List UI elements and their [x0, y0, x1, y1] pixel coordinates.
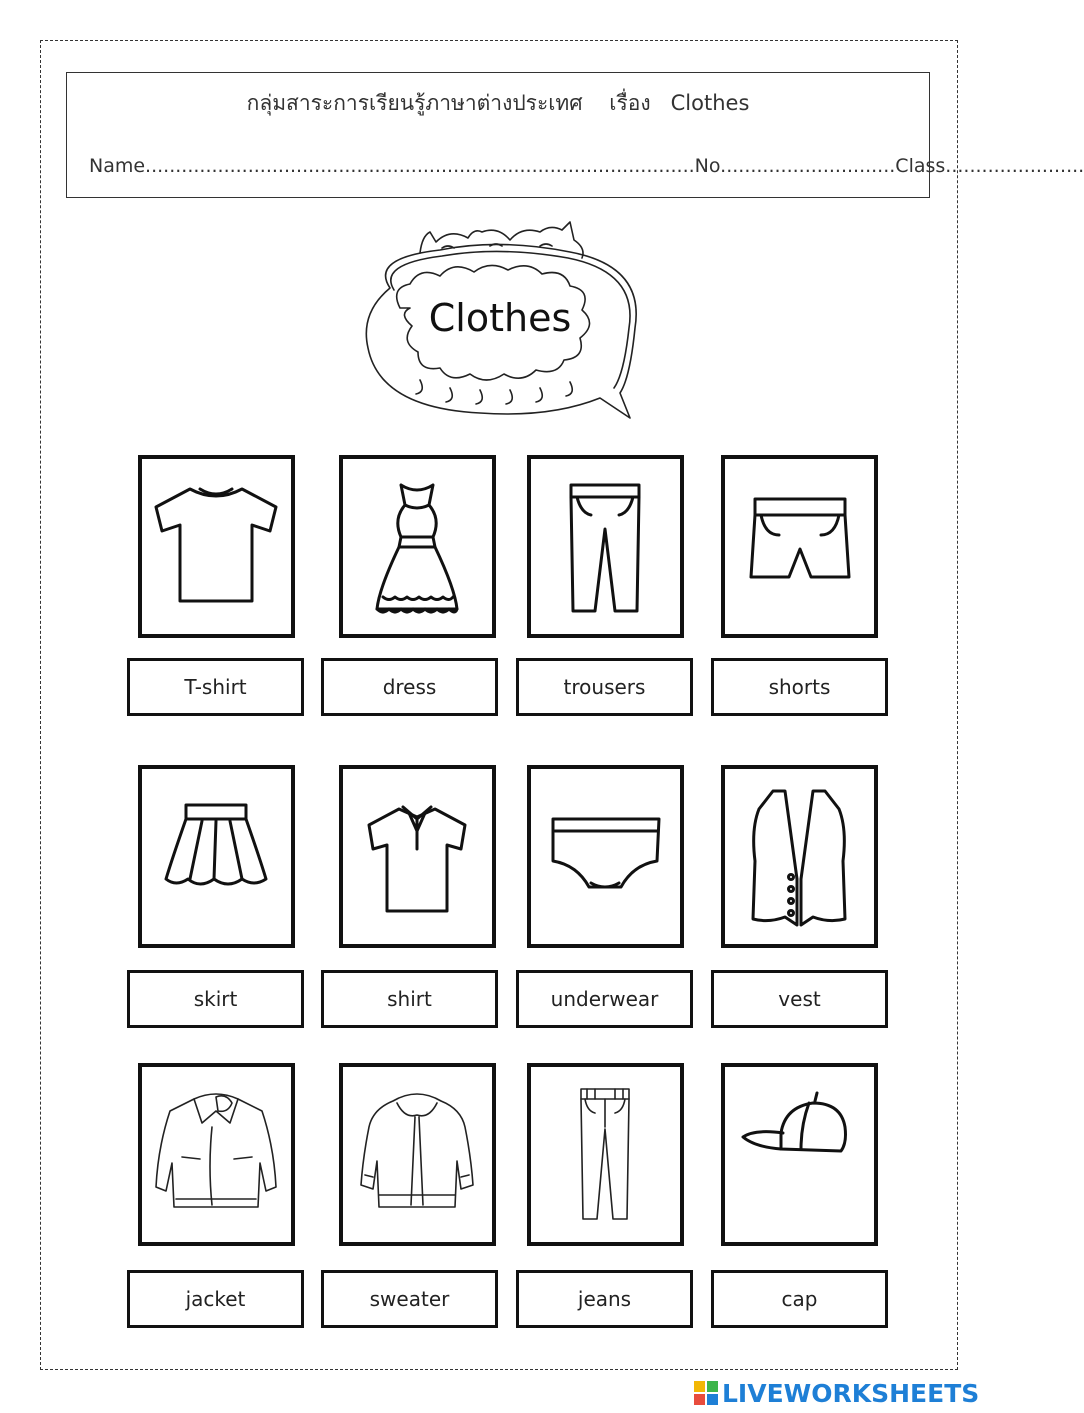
word-label[interactable]: vest — [711, 970, 888, 1028]
header-title: กลุ่มสาระการเรียนรู้ภาษาต่างประเทศ เรื่อง Clothes — [246, 91, 750, 115]
word-label[interactable]: dress — [321, 658, 498, 716]
trousers-icon — [531, 459, 680, 634]
word-label[interactable]: shorts — [711, 658, 888, 716]
skirt-icon — [142, 769, 291, 944]
word-label[interactable]: cap — [711, 1270, 888, 1328]
dress-icon — [343, 459, 492, 634]
word-label[interactable]: trousers — [516, 658, 693, 716]
jeans-icon — [531, 1067, 680, 1242]
word-label[interactable]: shirt — [321, 970, 498, 1028]
shirt-icon — [343, 769, 492, 944]
vest-icon — [725, 769, 874, 944]
liveworksheets-logo-icon — [694, 1381, 718, 1405]
picture-card-cap — [721, 1063, 878, 1246]
picture-card-sweater — [339, 1063, 496, 1246]
student-info-line: Name...........................................................................................No.............................Class....................... — [89, 155, 1084, 177]
picture-card-jeans — [527, 1063, 684, 1246]
t-shirt-icon — [142, 459, 291, 634]
word-label[interactable]: sweater — [321, 1270, 498, 1328]
brand-text-live: LIVE — [722, 1378, 784, 1408]
picture-card-jacket — [138, 1063, 295, 1246]
picture-card-shorts — [721, 455, 878, 638]
picture-card-shirt — [339, 765, 496, 948]
cap-icon — [725, 1067, 874, 1242]
word-label[interactable]: underwear — [516, 970, 693, 1028]
picture-card-vest — [721, 765, 878, 948]
picture-card-skirt — [138, 765, 295, 948]
word-label[interactable]: jeans — [516, 1270, 693, 1328]
word-label[interactable]: T-shirt — [127, 658, 304, 716]
word-label[interactable]: skirt — [127, 970, 304, 1028]
picture-card-underwear — [527, 765, 684, 948]
picture-card-dress — [339, 455, 496, 638]
brand-text-worksheets: WORKSHEETS — [783, 1378, 980, 1408]
liveworksheets-branding — [694, 1376, 979, 1410]
shorts-icon — [725, 459, 874, 634]
underwear-icon — [531, 769, 680, 944]
worksheet-title: Clothes — [428, 296, 572, 340]
jacket-icon — [142, 1067, 291, 1242]
word-label[interactable]: jacket — [127, 1270, 304, 1328]
header-box — [66, 72, 1084, 198]
sweater-icon — [343, 1067, 492, 1242]
picture-card-trousers — [527, 455, 684, 638]
picture-card-t-shirt — [138, 455, 295, 638]
